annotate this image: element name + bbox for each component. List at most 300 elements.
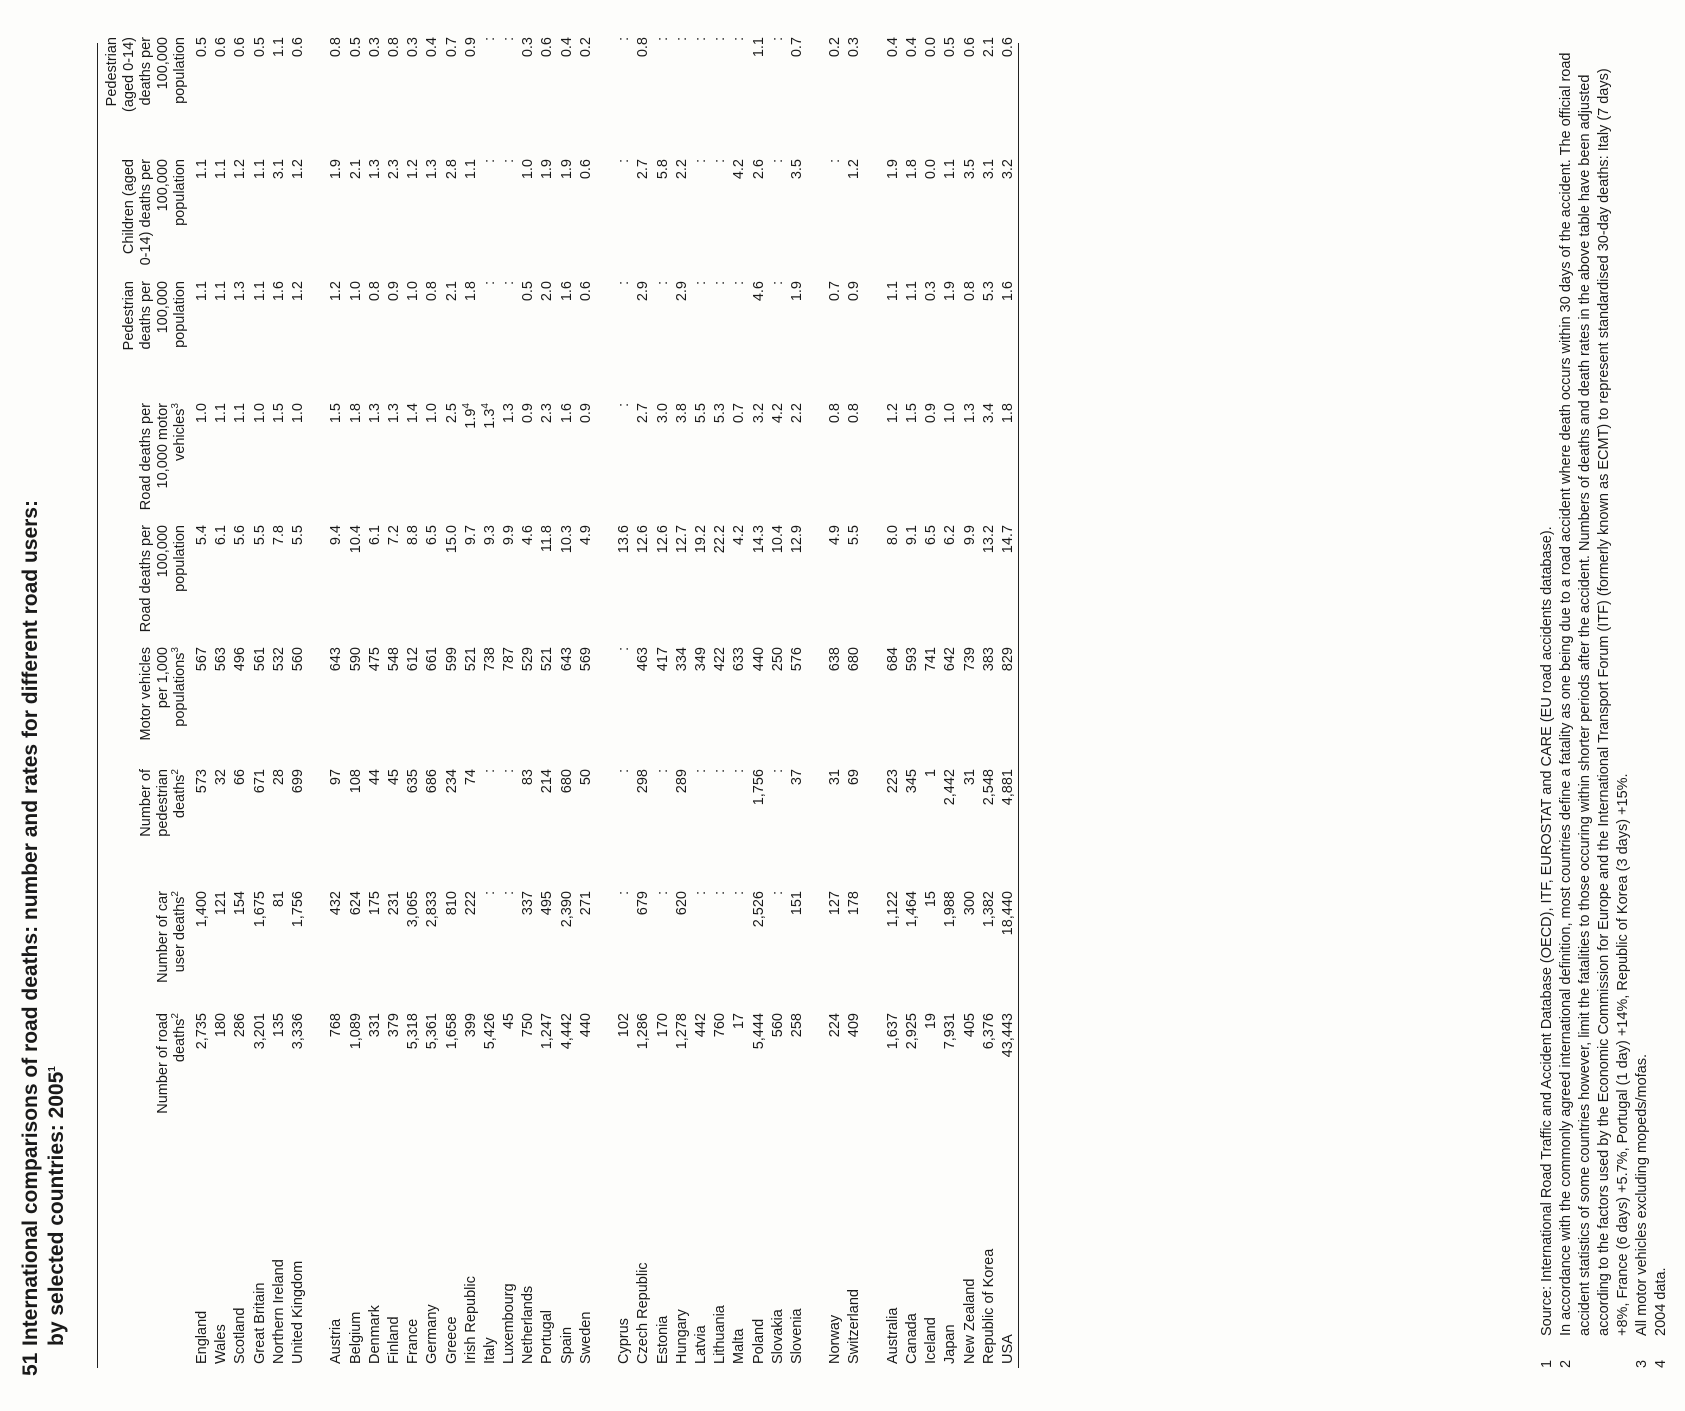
country-cell: Iceland [923,1317,940,1364]
value-cell [654,1003,673,1125]
cell-value: 2.9 [673,281,690,302]
table-number: 51 [19,1352,42,1376]
cell-value: : [501,769,518,774]
value-cell [212,759,231,881]
cell-value: 1.1 [251,159,268,180]
cell-value: 2,925 [904,1013,921,1050]
value-cell [347,27,366,149]
cell-value: 0.5 [251,37,268,58]
cell-value: 569 [577,647,594,672]
cell-value: 45 [501,1013,518,1030]
cell-value: 66 [232,769,249,786]
cell-value: 2.1 [980,37,997,58]
value-cell [519,881,538,1003]
value-cell [481,759,500,881]
column-header [98,515,193,637]
value-cell [519,393,538,515]
cell-value: : [692,891,709,896]
cell-value: 1.1 [194,281,211,302]
cell-value: 1.8 [347,403,364,424]
cell-value: 1.0 [520,159,537,180]
value-cell [845,27,864,149]
country-cell: Luxembourg [501,1283,518,1364]
value-cell [481,637,500,759]
cell-value: 81 [270,891,287,908]
value-cell [769,759,788,881]
value-cell [462,27,481,149]
value-cell [999,393,1018,515]
value-cell [577,637,596,759]
cell-value: 0.9 [520,403,537,424]
value-cell [980,1003,999,1125]
value-cell [788,1003,807,1125]
country-cell: France [405,1318,422,1364]
footnote-number: 1 [1539,1359,1555,1368]
value-cell [500,759,519,881]
value-cell [711,637,730,759]
footnote-text: Source: International Road Traffic and Accident Database (OECD), ITF, EUROSTAT and CARE (EU road accidents database). [1539,526,1555,1336]
column-header-footnote-ref: 3 [170,647,182,653]
cell-value: 3.1 [980,159,997,180]
cell-value: : [692,769,709,774]
value-cell [980,271,999,393]
value-cell [692,515,711,637]
cell-value: 2,526 [750,891,767,928]
value-cell [500,271,519,393]
table-row [289,27,308,1368]
value-cell [884,1003,903,1125]
spacer-cell [596,27,615,1368]
cell-value: 560 [769,1013,786,1038]
cell-value: 12.6 [635,525,652,554]
footnote-number: 4 [1653,1359,1669,1368]
cell-value: 0.5 [520,281,537,302]
cell-value: 4.6 [520,525,537,546]
value-cell [442,1003,461,1125]
value-cell [558,393,577,515]
value-cell [385,271,404,393]
cell-value: 567 [194,647,211,672]
value-cell [385,27,404,149]
value-cell [884,271,903,393]
table-row [193,27,212,1368]
value-cell [654,149,673,271]
table-row [769,27,788,1368]
cell-value: 9.9 [501,525,518,546]
value-cell [980,637,999,759]
value-cell [251,27,270,149]
cell-value: 463 [635,647,652,672]
value-cell [615,759,634,881]
cell-value: 1,278 [673,1013,690,1050]
cell-value: 442 [692,1013,709,1038]
table-row [634,27,653,1368]
value-cell [347,149,366,271]
cell-value: 0.8 [827,403,844,424]
cell-value: : [616,281,633,286]
value-cell [212,515,231,637]
country-cell: USA [999,1334,1016,1364]
value-cell [941,27,960,149]
value-cell [577,393,596,515]
cell-value: 2.2 [788,403,805,424]
cell-value: 0.8 [961,281,978,302]
cell-value: 4.9 [577,525,594,546]
value-cell [749,149,768,271]
cell-value: 5,318 [405,1013,422,1050]
cell-value: : [654,891,671,896]
value-cell [558,759,577,881]
cell-footnote-ref: 4 [480,403,492,409]
cell-value: 750 [520,1013,537,1038]
value-cell [500,1003,519,1125]
cell-value: 32 [213,769,230,786]
value-cell [404,637,423,759]
cell-value: 15 [923,891,940,908]
table-row [980,27,999,1368]
value-cell [193,393,212,515]
cell-value: 1.6 [270,281,287,302]
value-cell [654,881,673,1003]
cell-value: 590 [347,647,364,672]
value-cell [270,27,289,149]
cell-value: 22.2 [712,525,729,554]
header-row [98,27,193,1368]
cell-value: 4.2 [731,159,748,180]
cell-value: 7.8 [270,525,287,546]
cell-value: 1.1 [270,37,287,58]
cell-value: 5,426 [481,1013,498,1050]
cell-value: : [712,891,729,896]
value-cell [845,759,864,881]
value-cell [193,1003,212,1125]
cell-value: 4.2 [731,525,748,546]
column-header [98,271,193,393]
cell-value: 31 [827,769,844,786]
value-cell [212,271,231,393]
cell-value: 409 [846,1013,863,1038]
value-cell [366,515,385,637]
cell-value: 37 [788,769,805,786]
cell-value: 44 [366,769,383,786]
cell-value: 1.1 [884,281,901,302]
value-cell [922,149,941,271]
table-row [231,27,250,1368]
cell-value: : [731,769,748,774]
cell-value: 1.1 [904,281,921,302]
value-cell [347,393,366,515]
value-cell [385,637,404,759]
value-cell [999,515,1018,637]
value-cell [366,149,385,271]
value-cell [884,27,903,149]
value-cell [634,759,653,881]
country-cell: Italy [481,1337,498,1364]
value-cell [577,881,596,1003]
value-cell [423,27,442,149]
value-cell [462,881,481,1003]
value-cell [366,881,385,1003]
country-cell: Estonia [654,1315,671,1364]
cell-value: 0.2 [827,37,844,58]
cell-value: 440 [750,647,767,672]
cell-value: 0.8 [328,37,345,58]
value-cell [519,27,538,149]
value-cell [634,881,653,1003]
value-cell [500,149,519,271]
cell-value: 2,390 [558,891,575,928]
cell-value: : [769,159,786,164]
value-cell [404,515,423,637]
value-cell [366,393,385,515]
cell-value: 0.6 [290,37,307,58]
value-cell [788,27,807,149]
cell-value: : [616,403,633,408]
cell-value: 1.2 [232,159,249,180]
column-header-footnote-ref: 2 [170,1013,182,1019]
cell-value: 1.1 [750,37,767,58]
cell-value: 1.9 [558,159,575,180]
cell-value: 560 [290,647,307,672]
value-cell [711,759,730,881]
cell-value: 1.3 [366,403,383,424]
cell-value: 405 [961,1013,978,1038]
cell-value: 0.7 [443,37,460,58]
value-cell [922,271,941,393]
cell-value: 2.3 [385,159,402,180]
cell-value: 121 [213,891,230,916]
value-cell [327,637,346,759]
cell-value: 8.8 [405,525,422,546]
cell-value: 529 [520,647,537,672]
value-cell [423,393,442,515]
cell-value: 334 [673,647,690,672]
cell-value: 0.5 [942,37,959,58]
cell-value: 74 [462,769,479,786]
table-header [98,27,193,1368]
cell-value: 0.4 [904,37,921,58]
cell-value: : [769,37,786,42]
country-cell: Finland [385,1316,402,1364]
value-cell [788,515,807,637]
value-cell [730,27,749,149]
cell-value: 1.0 [194,403,211,424]
cell-value: 573 [194,769,211,794]
cell-value: 258 [788,1013,805,1038]
cell-value: 2.9 [635,281,652,302]
value-cell [692,759,711,881]
value-cell [730,637,749,759]
value-cell [577,515,596,637]
value-cell [922,637,941,759]
value-cell [385,393,404,515]
cell-value: 298 [635,769,652,794]
cell-value: 1,089 [347,1013,364,1050]
value-cell [289,759,308,881]
cell-value: 271 [577,891,594,916]
cell-value: 2.8 [443,159,460,180]
value-cell [615,271,634,393]
table-row [749,27,768,1368]
value-cell [980,149,999,271]
value-cell [193,271,212,393]
value-cell [654,27,673,149]
cell-value: 1.8 [999,403,1016,424]
footnote-text: In accordance with the commonly agreed international definition, most countries define a fatality as one being due to a road accident where death occurs within 30 days of the accident. The official road accident statistics of some countries however, limit the fatalities to those occuring within shorter periods after the accident. Numbers of deaths and death rates in the above table have been adjusted according to the factors used by the Economic Commission for Europe and the International Transport Forum (ITF) (formerly known as ECMT) to represent standardised 30-day deaths: Italy (7 days) +8%, France (6 days) +5.7%, Portugal (1 day) +14%, Republic of Korea (3 days) +15%. [1558,52,1631,1336]
cell-value: 0.6 [577,159,594,180]
cell-value: 0.7 [788,37,805,58]
value-cell [634,637,653,759]
value-cell [711,515,730,637]
cell-value: 0.5 [347,37,364,58]
value-cell [423,637,442,759]
cell-value: 496 [232,647,249,672]
cell-value: 422 [712,647,729,672]
value-cell [558,149,577,271]
value-cell [577,149,596,271]
value-cell [462,515,481,637]
footnote [1652,43,1671,1368]
value-cell [462,759,481,881]
value-cell [769,149,788,271]
value-cell [289,149,308,271]
value-cell [826,271,845,393]
value-cell [634,149,653,271]
value-cell [711,271,730,393]
cell-value: : [481,891,498,896]
cell-value: 135 [270,1013,287,1038]
value-cell [730,271,749,393]
value-cell [634,27,653,149]
value-cell [673,637,692,759]
cell-value: 1.8 [462,281,479,302]
cell-value: 12.6 [654,525,671,554]
value-cell [673,881,692,1003]
cell-value: 787 [501,647,518,672]
value-cell [327,149,346,271]
cell-value: 1,988 [942,891,959,928]
cell-value: 2.6 [750,159,767,180]
cell-value: 383 [980,647,997,672]
country-cell: Latvia [692,1325,709,1364]
value-cell [941,271,960,393]
cell-value: 1.1 [213,281,230,302]
value-cell [711,393,730,515]
value-cell [749,759,768,881]
cell-value: 5.5 [290,525,307,546]
column-header [98,393,193,515]
value-cell [385,515,404,637]
value-cell [423,271,442,393]
value-cell [231,515,250,637]
value-cell [845,393,864,515]
value-cell [251,515,270,637]
value-cell [615,149,634,271]
value-cell [692,637,711,759]
country-cell: Wales [213,1324,230,1364]
cell-value: 2,833 [424,891,441,928]
cell-value: 6.5 [923,525,940,546]
cell-value: 635 [405,769,422,794]
cell-value: 9.4 [328,525,345,546]
value-cell [845,637,864,759]
cell-value: 0.0 [923,37,940,58]
value-cell [462,271,481,393]
value-cell [193,637,212,759]
cell-value: 0.3 [846,37,863,58]
value-cell [366,759,385,881]
cell-value: 0.8 [385,37,402,58]
value-cell [903,271,922,393]
value-cell [442,881,461,1003]
cell-value: 1.2 [328,281,345,302]
value-cell [481,27,500,149]
cell-value: 6.2 [942,525,959,546]
value-cell [423,149,442,271]
value-cell [231,149,250,271]
cell-value: : [769,891,786,896]
country-cell: Poland [750,1318,767,1364]
cell-value: 0.9 [577,403,594,424]
cell-value: 1.3 [366,159,383,180]
value-cell [404,1003,423,1125]
cell-value: 1.9 [942,281,959,302]
table-row [961,27,980,1368]
cell-value: 5,361 [424,1013,441,1050]
cell-value: 0.8 [846,403,863,424]
group-spacer [596,27,615,1368]
cell-value: 495 [539,891,556,916]
value-cell [366,27,385,149]
value-cell [385,881,404,1003]
cell-value: 0.9 [462,37,479,58]
cell-value: 234 [443,769,460,794]
value-cell [212,881,231,1003]
value-cell [519,1003,538,1125]
value-cell [270,759,289,881]
value-cell [212,1003,231,1125]
value-cell [193,149,212,271]
cell-value: : [481,159,498,164]
value-cell [385,1003,404,1125]
value-cell [769,393,788,515]
value-cell [826,515,845,637]
value-cell [558,515,577,637]
cell-value: 5.4 [194,525,211,546]
value-cell [481,515,500,637]
cell-value: : [616,647,633,652]
cell-value: 1 [923,769,940,778]
value-cell [347,1003,366,1125]
value-cell [692,881,711,1003]
value-cell [251,149,270,271]
column-header-label: Motor vehicles per 1,000 populations [138,647,188,741]
value-cell [615,515,634,637]
value-cell [404,149,423,271]
cell-value: 1.6 [558,281,575,302]
cell-value: 3.2 [750,403,767,424]
column-header [98,881,193,1003]
country-cell: Republic of Korea [980,1248,997,1364]
value-cell [558,27,577,149]
cell-value: 0.6 [577,281,594,302]
value-cell [615,393,634,515]
value-cell [711,1003,730,1125]
value-cell [730,149,749,271]
value-cell [538,393,557,515]
cell-value: 224 [827,1013,844,1038]
value-cell [922,881,941,1003]
